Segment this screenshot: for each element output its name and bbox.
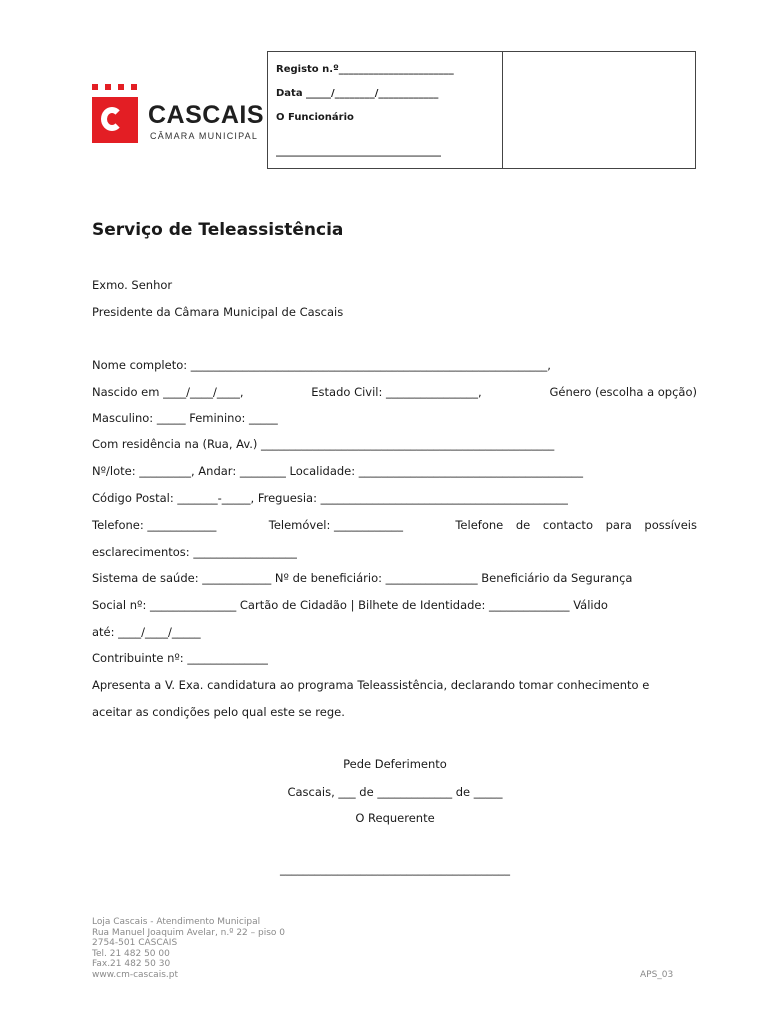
registry-clerk-label: O Funcionário bbox=[276, 112, 354, 123]
form-telemovel: Telemóvel: ____________ bbox=[268, 518, 404, 532]
closing-pede: Pede Deferimento bbox=[343, 757, 447, 771]
form-esclarecimentos: esclarecimentos: __________________ bbox=[92, 545, 297, 559]
registry-clerk-signature: _________________________________ bbox=[276, 146, 441, 157]
footer-line: Tel. 21 482 50 00 bbox=[92, 948, 170, 959]
form-sistema-saude: Sistema de saúde: ____________ Nº de beneficiário: ________________ Beneficiário da Segurança bbox=[92, 571, 633, 585]
registry-number: Registo n.º_______________________ bbox=[276, 64, 454, 75]
cascais-logo bbox=[92, 84, 265, 144]
closing-signature-line: ________________________________________ bbox=[280, 862, 510, 876]
registry-divider bbox=[502, 52, 503, 168]
form-contribuinte: Contribuinte nº: ______________ bbox=[92, 651, 268, 665]
logo-name: CASCAIS bbox=[148, 101, 265, 129]
closing-requerente: O Requerente bbox=[355, 811, 435, 825]
form-estado-civil: Estado Civil: ________________, bbox=[311, 385, 482, 399]
footer-line: Fax.21 482 50 30 bbox=[92, 959, 171, 969]
form-telefone-contacto: Telefone de contacto para possíveis bbox=[455, 518, 697, 532]
logo-subtitle: CÂMARA MUNICIPAL bbox=[150, 131, 259, 141]
form-residencia: Com residência na (Rua, Av.) ___________________________________________________ bbox=[92, 437, 555, 451]
form-sexo: Masculino: _____ Feminino: _____ bbox=[92, 411, 278, 425]
registry-date: Data _____/________/____________ bbox=[276, 88, 439, 99]
logo-dot bbox=[131, 84, 137, 90]
form-codigo-postal: Código Postal: _______-_____, Freguesia: ___________________________________________ bbox=[92, 491, 568, 505]
logo-dot bbox=[118, 84, 124, 90]
form-ate: até: ____/____/_____ bbox=[92, 625, 201, 639]
form-apresenta: Apresenta a V. Exa. candidatura ao programa Teleassistência, declarando tomar conhecimento e bbox=[92, 678, 650, 692]
form-genero: Género (escolha a opção) bbox=[549, 385, 697, 399]
recipient: Presidente da Câmara Municipal de Cascais bbox=[92, 305, 344, 319]
footer-line: Loja Cascais - Atendimento Municipal bbox=[92, 917, 261, 927]
form-social: Social nº: _______________ Cartão de Cidadão | Bilhete de Identidade: ______________ Válido bbox=[92, 598, 608, 612]
logo-c-glyph bbox=[101, 107, 123, 131]
registry-box bbox=[267, 51, 696, 169]
form-aceitar: aceitar as condições pelo qual este se rege. bbox=[92, 705, 345, 719]
document-code: APS_03 bbox=[640, 970, 674, 980]
footer-line: 2754-501 CASCAIS bbox=[92, 938, 178, 948]
cascais-logo-icon bbox=[92, 97, 138, 143]
form-lote: Nº/lote: _________, Andar: ________ Localidade: _______________________________________ bbox=[92, 464, 584, 478]
form-nome: Nome completo: ______________________________________________________________, bbox=[92, 358, 551, 372]
footer-line: Rua Manuel Joaquim Avelar, n.º 22 – piso 0 bbox=[92, 927, 286, 938]
salutation: Exmo. Senhor bbox=[92, 278, 173, 292]
logo-dot bbox=[92, 84, 98, 90]
form-birth-row bbox=[92, 385, 697, 399]
footer-address bbox=[92, 917, 285, 980]
closing-local-data: Cascais, ___ de _____________ de _____ bbox=[287, 785, 503, 799]
form-telefone: Telefone: ____________ bbox=[92, 518, 217, 532]
footer-link[interactable]: www.cm-cascais.pt bbox=[92, 969, 178, 980]
document-title: Serviço de Teleassistência bbox=[92, 220, 344, 240]
form-nascido: Nascido em ____/____/____, bbox=[92, 385, 244, 399]
logo-dot bbox=[105, 84, 111, 90]
form-phone-row bbox=[92, 518, 697, 532]
